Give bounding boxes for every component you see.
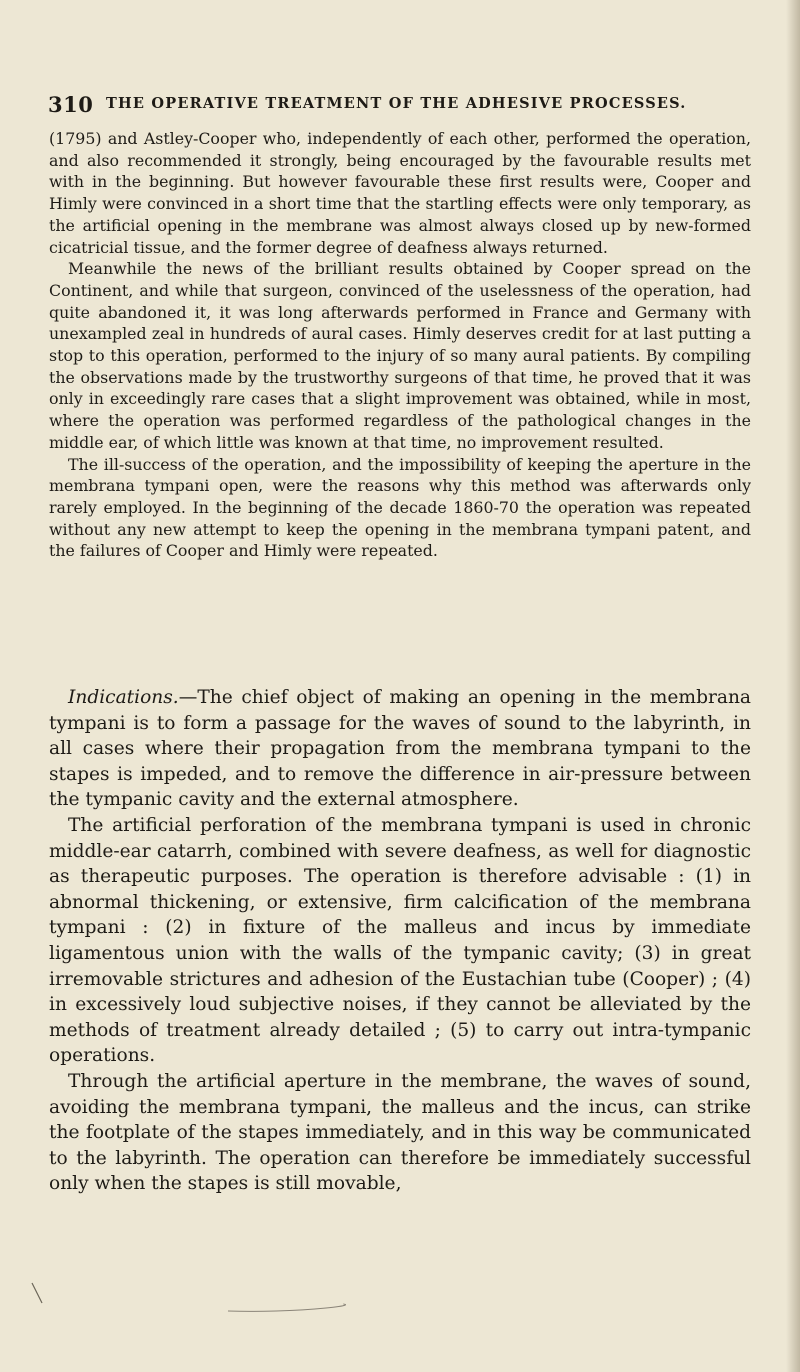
paragraph-indications [49,685,751,813]
indications-heading: Indications. [68,687,179,708]
paragraph-6: Through the artificial aperture in the membrane, the waves of sound, avoiding the membrana tympani, the malleus and the incus, can strike the footplate of the stapes immediately, and in this way be communicated to the labyrinth. The operation can therefore be immediately successful only when the stapes is still movable, [49,1070,751,1195]
page-edge-shadow [786,0,800,1372]
pencil-underline-mark [226,1302,346,1314]
body-text-large [49,685,751,1197]
pencil-mark [30,1281,44,1305]
paragraph-3: The ill-success of the operation, and the impossibility of keeping the aperture in the membrana tympani open, were the reasons why this method was afterwards only rarely employed. In the beginning of the decade 1860-70 the operation was repeated without any new attempt to keep the opening in the membrana tympani patent, and the failures of Cooper and Himly were repeated. [49,454,751,561]
paragraph-5: The artificial perforation of the membrana tympani is used in chronic middle-ear catarrh, combined with severe deafness, as well for diagnostic as therapeutic purposes. The operation is therefore advisable : (1) in abnormal thickening, or extensive, firm calcification of the membrana tympani : (2) in fixture of the malleus and incus by immediate ligamentous union with the walls of the tympanic cavity; (3) in great irremovable strictures and adhesion of the Eustachian tube (Cooper) ; (4) in excessively loud subjective noises, if they cannot be alleviated by the methods of treatment already detailed ; (5) to carry out intra-tympanic operations. [49,814,751,1067]
paragraph-1: (1795) and Astley-Cooper who, independently of each other, performed the operation, and also recommended it strongly, being encouraged by the favourable results met with in the beginning. But however favourable these first results were, Cooper and Himly were convinced in a short time that the startling effects were only temporary, as the artificial opening in the membrane was almost always closed up by new-formed cicatricial tissue, and the former degree of deafness always returned. [49,129,751,257]
page-header [48,92,748,122]
running-head: THE OPERATIVE TREATMENT OF THE ADHESIVE PROCESSES. [106,95,687,112]
paragraph-2: Meanwhile the news of the brilliant results obtained by Cooper spread on the Continent, and while that surgeon, convinced of the uselessness of the operation, had quite abandoned it, it was long afterwards performed in France and Germany with unexampled zeal in hundreds of aural cases. Himly deserves credit for at last putting a stop to this operation, performed to the injury of so many aural patients. By compiling the observations made by the trustworthy surgeons of that time, he proved that it was only in exceedingly rare cases that a slight improvement was obtained, while in most, where the operation was performed regardless of the pathological changes in the middle ear, of which little was known at that time, no improvement resulted. [49,259,751,452]
body-text-small [49,128,751,562]
indications-text: —The chief object of making an opening in the membrana tympani is to form a passage for the waves of sound to the labyrinth, in all cases where their propagation from the membrana tympani to the stapes is impeded, and to remove the difference in air-pressure between the tympanic cavity and the external atmosphere. [49,687,751,811]
page-number: 310 [48,92,94,117]
